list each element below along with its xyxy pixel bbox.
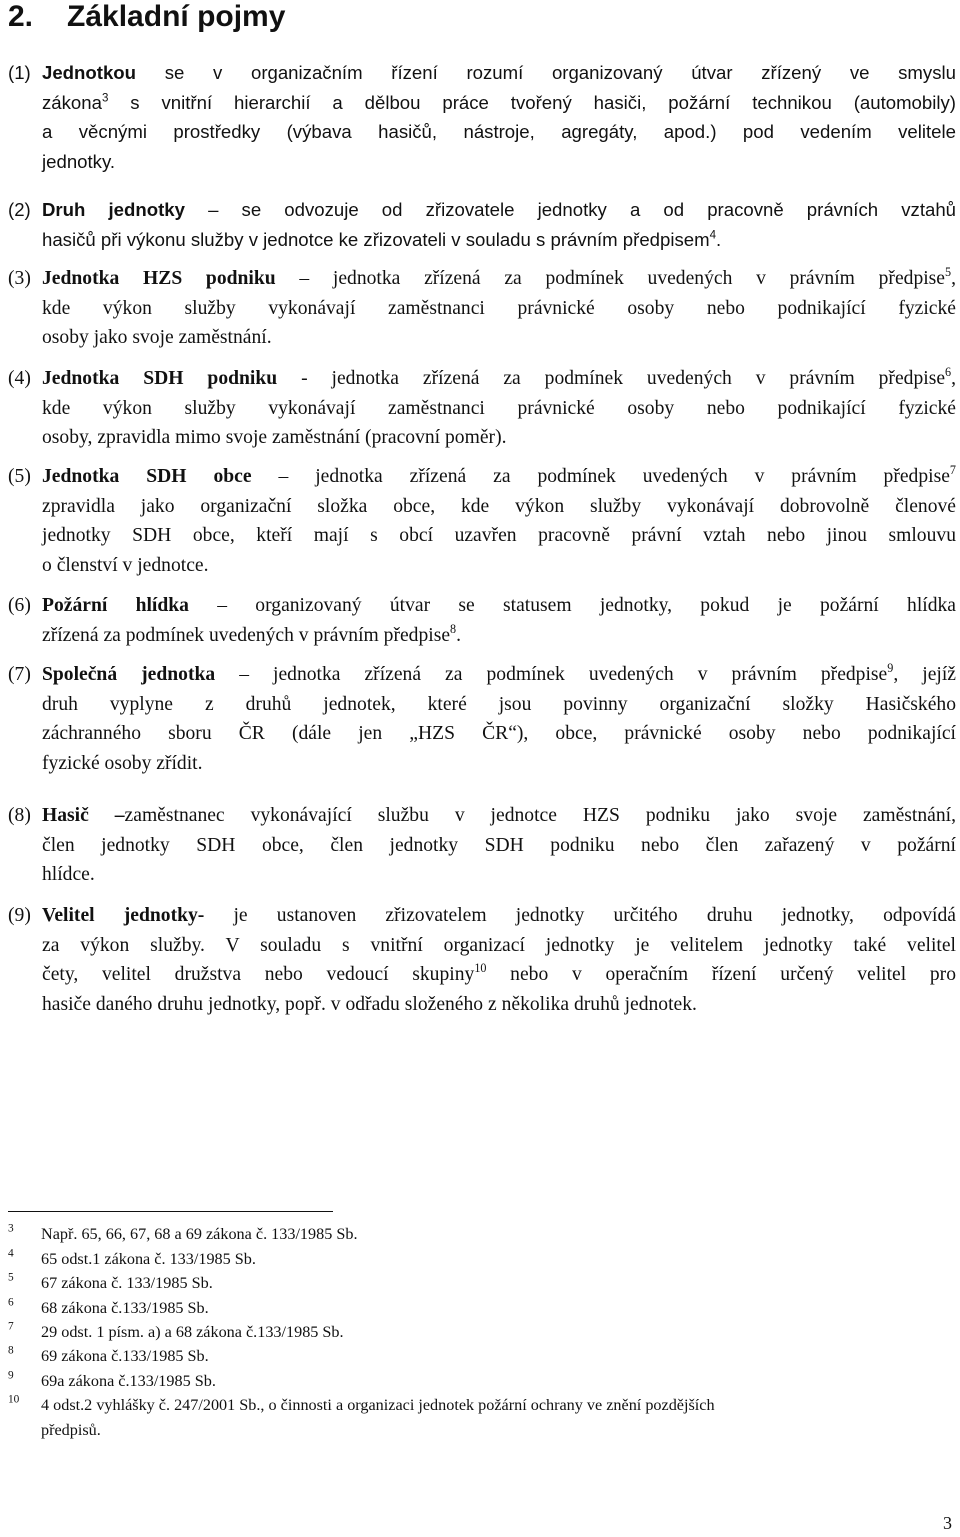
footnote-number: 9 bbox=[8, 1369, 14, 1382]
text: – se odvozuje od zřizovatele jednotky a od pracovně právních vztahů bbox=[184, 199, 957, 220]
footnote bbox=[8, 1222, 358, 1246]
text: se v organizačním řízení rozumí organizovaný útvar zřízený ve smyslu bbox=[136, 62, 956, 83]
footnote bbox=[8, 1271, 213, 1295]
footnote-ref: 4 bbox=[709, 229, 717, 242]
defined-term: Požární hlídka bbox=[42, 595, 189, 616]
defined-term: Velitel jednotky- bbox=[42, 905, 205, 926]
footnote-marker bbox=[8, 1320, 41, 1344]
footnote-text: 68 zákona č.133/1985 Sb. bbox=[41, 1299, 209, 1317]
footnote-ref: 8 bbox=[450, 621, 457, 636]
paragraph bbox=[8, 195, 956, 254]
paragraph-line bbox=[8, 117, 956, 147]
text: osoby, zpravidla mimo svoje zaměstnání (pracovní poměr). bbox=[42, 427, 507, 448]
footnote-text: 29 odst. 1 písm. a) a 68 zákona č.133/1985 Sb. bbox=[41, 1323, 344, 1341]
text: zřízená za podmínek uvedených v právním předpise bbox=[42, 624, 451, 646]
text: je ustanoven zřizovatelem jednotky určitého druhu jednotky, odpovídá bbox=[204, 905, 956, 926]
paragraph-line bbox=[8, 719, 956, 749]
footnote-marker bbox=[8, 1369, 41, 1393]
footnote-number: 4 bbox=[8, 1247, 14, 1260]
footnote-number: 5 bbox=[8, 1271, 14, 1284]
footnote-number: 6 bbox=[8, 1296, 14, 1309]
text: - jednotka zřízená za podmínek uvedených v právním předpise bbox=[277, 368, 946, 389]
paragraph-line bbox=[8, 58, 956, 88]
footnote bbox=[8, 1344, 209, 1368]
paragraph-line bbox=[8, 294, 956, 324]
footnote bbox=[8, 1369, 216, 1393]
paragraph-line bbox=[8, 462, 956, 492]
text: zpravidla jako organizační složka obce, kde výkon služby vykonávají dobrovolně členové bbox=[42, 495, 956, 517]
footnote-text: předpisů. bbox=[41, 1421, 101, 1439]
paragraph-line bbox=[8, 195, 956, 225]
paragraph-line bbox=[8, 860, 956, 890]
footnote-text: 67 zákona č. 133/1985 Sb. bbox=[41, 1274, 213, 1292]
paragraph-line bbox=[8, 690, 956, 720]
paragraph-line bbox=[8, 990, 956, 1020]
footnote-number: 10 bbox=[8, 1393, 20, 1406]
footnote-ref: 6 bbox=[945, 365, 952, 380]
text: hasičů při výkonu služby v jednotce ke zřizovateli v souladu s právním předpisem bbox=[42, 228, 710, 250]
footnote-text: 69a zákona č.133/1985 Sb. bbox=[41, 1372, 216, 1390]
text: hlídce. bbox=[42, 864, 95, 885]
paragraph bbox=[8, 58, 956, 176]
footnote-ref: 7 bbox=[949, 463, 956, 478]
text: člen jednotky SDH obce, člen jednotky SDH podniku nebo člen zařazený v požární bbox=[42, 834, 956, 856]
footnote-number: 7 bbox=[8, 1320, 14, 1333]
section-number: 2. bbox=[8, 0, 34, 33]
text: s vnitřní hierarchií a dělbou práce tvořený hasiči, požární technikou (automobily) bbox=[108, 91, 956, 113]
footnote-text: 4 odst.2 vyhlášky č. 247/2001 Sb., o činnosti a organizaci jednotek požární ochrany ve znění pozdějších bbox=[41, 1396, 715, 1414]
paragraph-line bbox=[8, 323, 956, 353]
footnote-number: 3 bbox=[8, 1222, 14, 1235]
text: hasiče daného druhu jednotky, popř. v odřadu složeného z několika druhů jednotek. bbox=[42, 993, 697, 1015]
footnote-marker bbox=[8, 1344, 41, 1368]
paragraph bbox=[8, 264, 956, 353]
paragraph-line bbox=[8, 264, 956, 294]
paragraph-number: (3) bbox=[8, 268, 31, 289]
defined-term: Společná jednotka bbox=[42, 664, 216, 685]
footnote-text: 69 zákona č.133/1985 Sb. bbox=[41, 1347, 209, 1365]
text: a věcnými prostředky (výbava hasičů, nástroje, agregáty, apod.) pod vedením velitele bbox=[42, 121, 956, 142]
footnote-ref: 9 bbox=[887, 661, 894, 676]
paragraph-line bbox=[8, 88, 956, 118]
footnote-marker bbox=[8, 1393, 41, 1417]
defined-term: Jednotka HZS podniku bbox=[42, 268, 276, 289]
paragraph bbox=[8, 591, 956, 650]
footnote-text: Např. 65, 66, 67, 68 a 69 zákona č. 133/1985 Sb. bbox=[41, 1225, 358, 1243]
paragraph-line bbox=[8, 225, 956, 255]
text: osoby jako svoje zaměstnání. bbox=[42, 327, 272, 348]
text: , bbox=[951, 268, 956, 289]
text: kde výkon služby vykonávají zaměstnanci právnické osoby nebo podnikající fyzické bbox=[42, 397, 956, 419]
text: za výkon služby. V souladu s vnitřní organizací jednotky je velitelem jednotky také velitel bbox=[42, 934, 956, 956]
defined-term: Hasič – bbox=[42, 805, 125, 826]
footnote bbox=[8, 1247, 256, 1271]
footnote-marker bbox=[8, 1247, 41, 1271]
paragraph-line bbox=[8, 551, 956, 581]
section-title: Základní pojmy bbox=[67, 0, 286, 33]
paragraph-line bbox=[8, 621, 956, 651]
paragraph bbox=[8, 801, 956, 890]
paragraph-line bbox=[8, 931, 956, 961]
defined-term: Jednotka SDH podniku bbox=[42, 368, 278, 389]
footnote bbox=[8, 1393, 715, 1417]
paragraph-number: (1) bbox=[8, 62, 31, 83]
paragraph-line bbox=[8, 901, 956, 931]
paragraph-line bbox=[8, 364, 956, 394]
defined-term: Jednotka SDH obce bbox=[42, 466, 252, 487]
paragraph-line bbox=[8, 492, 956, 522]
paragraph-number: (8) bbox=[8, 805, 31, 826]
footnote bbox=[8, 1320, 344, 1344]
text: – jednotka zřízená za podmínek uvedených v právním předpise bbox=[275, 268, 946, 289]
footnote bbox=[8, 1418, 101, 1442]
paragraph-number: (7) bbox=[8, 664, 31, 685]
text: . bbox=[456, 624, 462, 646]
text: jednotky. bbox=[42, 150, 116, 172]
paragraph-line bbox=[8, 660, 956, 690]
text: čety, velitel družstva nebo vedoucí skupiny bbox=[42, 964, 475, 985]
paragraph-line bbox=[8, 394, 956, 424]
paragraph-line bbox=[8, 591, 956, 621]
text: . bbox=[716, 228, 722, 250]
paragraph-number: (9) bbox=[8, 905, 31, 926]
paragraph-line bbox=[8, 960, 956, 990]
text: , jejíž bbox=[893, 664, 956, 685]
paragraph-number: (5) bbox=[8, 466, 31, 487]
footnote-separator bbox=[8, 1211, 333, 1212]
footnote-text: 65 odst.1 zákona č. 133/1985 Sb. bbox=[41, 1250, 256, 1268]
footnote-number: 8 bbox=[8, 1344, 14, 1357]
paragraph bbox=[8, 462, 956, 580]
footnote-marker bbox=[8, 1296, 41, 1320]
paragraph-number: (2) bbox=[8, 199, 31, 220]
paragraph-line bbox=[8, 801, 956, 831]
text: zaměstnanec vykonávající službu v jednotce HZS podniku jako svoje zaměstnání, bbox=[124, 805, 956, 826]
paragraph bbox=[8, 660, 956, 778]
text: fyzické osoby zřídit. bbox=[42, 752, 203, 774]
paragraph-line bbox=[8, 749, 956, 779]
paragraph-line bbox=[8, 831, 956, 861]
paragraph bbox=[8, 901, 956, 1019]
text: – jednotka zřízená za podmínek uvedených v právním předpise bbox=[251, 466, 950, 487]
footnote-ref: 3 bbox=[101, 92, 109, 105]
paragraph bbox=[8, 364, 956, 453]
paragraph-line bbox=[8, 147, 956, 177]
paragraph-number: (6) bbox=[8, 595, 31, 616]
text: druh vyplyne z druhů jednotek, které jsou povinny organizační složky Hasičského bbox=[42, 693, 956, 715]
footnote bbox=[8, 1296, 209, 1320]
text: záchranného sboru ČR (dále jen „HZS ČR“), obce, právnické osoby nebo podnikající bbox=[42, 723, 956, 744]
footnote-marker bbox=[8, 1271, 41, 1295]
paragraph-line bbox=[8, 521, 956, 551]
paragraph-line bbox=[8, 423, 956, 453]
paragraph-number: (4) bbox=[8, 368, 31, 389]
text: – organizovaný útvar se statusem jednotky, pokud je požární hlídka bbox=[188, 595, 956, 616]
footnote-ref: 5 bbox=[945, 265, 952, 280]
footnote-marker bbox=[8, 1222, 41, 1246]
text: – jednotka zřízená za podmínek uvedených v právním předpise bbox=[215, 664, 888, 685]
text: kde výkon služby vykonávají zaměstnanci právnické osoby nebo podnikající fyzické bbox=[42, 297, 956, 319]
section-heading bbox=[8, 0, 285, 34]
footnote-ref: 10 bbox=[474, 961, 487, 976]
text: nebo v operačním řízení určený velitel pro bbox=[486, 964, 957, 985]
text: o členství v jednotce. bbox=[42, 554, 209, 576]
page-number: 3 bbox=[943, 1513, 952, 1533]
defined-term: Druh jednotky bbox=[42, 199, 185, 220]
defined-term: Jednotkou bbox=[42, 62, 137, 83]
text: , bbox=[951, 368, 957, 389]
text: jednotky SDH obce, kteří mají s obcí uzavřen pracovně právní vztah nebo jinou smlouvu bbox=[42, 525, 956, 546]
text: zákona bbox=[42, 91, 102, 113]
